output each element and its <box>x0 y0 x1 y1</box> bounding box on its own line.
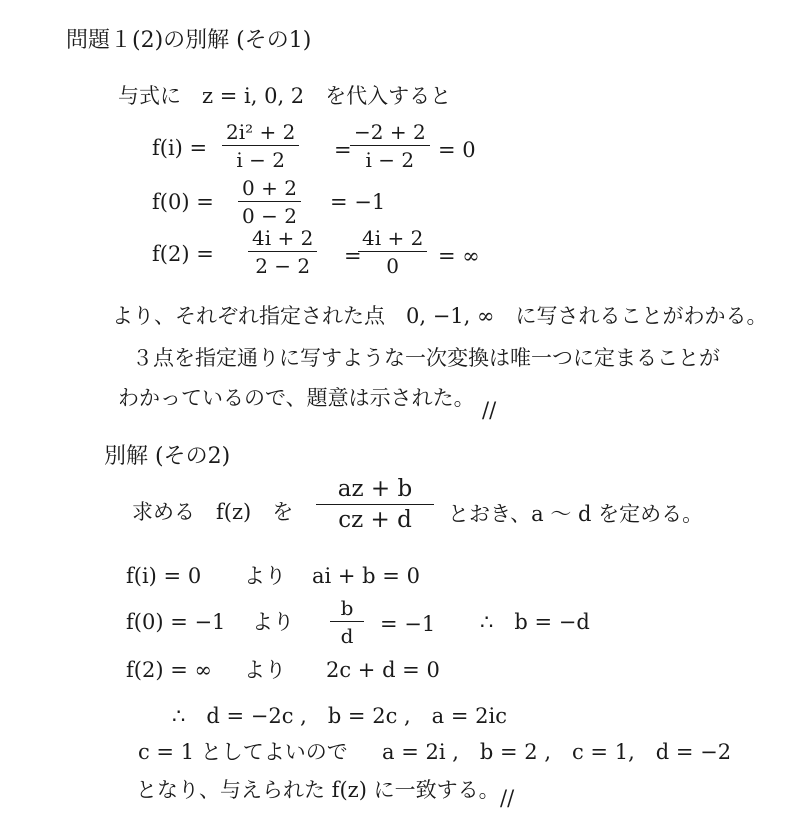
f0-denominator: 0 − 2 <box>242 204 297 228</box>
f2-denominator-2: 0 <box>386 254 400 278</box>
row2-yori: より <box>252 610 294 634</box>
page-title: 問題１(2)の別解 (その1) <box>66 28 312 53</box>
row2-numerator: b <box>340 596 354 620</box>
row3-yori: より <box>244 658 286 682</box>
f0-result: = −1 <box>330 190 386 214</box>
row2-rhs: = −1 <box>380 612 436 636</box>
f2-fraction-1 <box>248 228 317 276</box>
f2-numerator-2: 4i + 2 <box>362 226 424 250</box>
sol2-numerator: az + b <box>337 476 413 502</box>
fi-equals-2: = <box>334 138 352 162</box>
f2-fraction-2 <box>358 228 427 276</box>
sol2-intro-pre: 求める f(z) を <box>132 500 294 524</box>
f2-result: = ∞ <box>438 244 480 268</box>
fi-fraction-1 <box>222 122 299 170</box>
row2-fraction <box>330 598 364 646</box>
f2-numerator-1: 4i + 2 <box>252 226 314 250</box>
row2-therefore: ∴ b = −d <box>480 610 590 634</box>
fi-denominator-2: i − 2 <box>365 148 415 172</box>
sol2-fraction <box>316 478 434 532</box>
row3-lhs: f(2) = ∞ <box>126 658 212 682</box>
f2-equals-2: = <box>344 244 362 268</box>
fi-lhs: f(i) = <box>152 136 208 160</box>
f0-fraction <box>238 178 301 226</box>
sol2-result: ∴ d = −2c , b = 2c , a = 2ic <box>172 704 507 728</box>
f0-numerator: 0 + 2 <box>242 176 297 200</box>
fi-numerator-1: 2i² + 2 <box>226 120 296 144</box>
sol1-intro: 与式に z = i, 0, 2 を代入すると <box>118 84 452 108</box>
sol1-line3: わかっているので、題意は示された。 <box>118 386 475 410</box>
fi-fraction-2 <box>350 122 430 170</box>
fi-denominator-1: i − 2 <box>236 148 285 172</box>
row1-rhs: ai + b = 0 <box>312 564 420 588</box>
f2-lhs: f(2) = <box>152 242 214 266</box>
sol1-line2: ３点を指定通りに写すような一次変換は唯一つに定まることが <box>132 346 720 370</box>
fi-result: = 0 <box>438 138 476 162</box>
sol2-intro-post: とおき、a 〜 d を定める。 <box>448 502 704 526</box>
row2-lhs: f(0) = −1 <box>126 610 226 634</box>
f2-denominator-1: 2 − 2 <box>255 254 311 278</box>
f0-lhs: f(0) = <box>152 190 214 214</box>
end-mark-2: // <box>500 786 515 810</box>
sol2-conclusion: となり、与えられた f(z) に一致する。 <box>136 778 500 802</box>
sol2-denominator: cz + d <box>338 507 412 533</box>
row1-yori: より <box>244 564 286 588</box>
sol2-heading: 別解 (その2) <box>104 444 231 469</box>
sol2-choose: c = 1 としてよいので <box>138 740 348 764</box>
end-mark-1: // <box>482 398 497 422</box>
row1-lhs: f(i) = 0 <box>126 564 202 588</box>
sol2-values: a = 2i , b = 2 , c = 1, d = −2 <box>382 740 732 764</box>
row2-denominator: d <box>340 624 354 648</box>
row3-rhs: 2c + d = 0 <box>326 658 440 682</box>
sol1-line1: より、それぞれ指定された点 0, −1, ∞ に写されることがわかる。 <box>112 304 768 328</box>
fi-numerator-2: −2 + 2 <box>354 120 426 144</box>
